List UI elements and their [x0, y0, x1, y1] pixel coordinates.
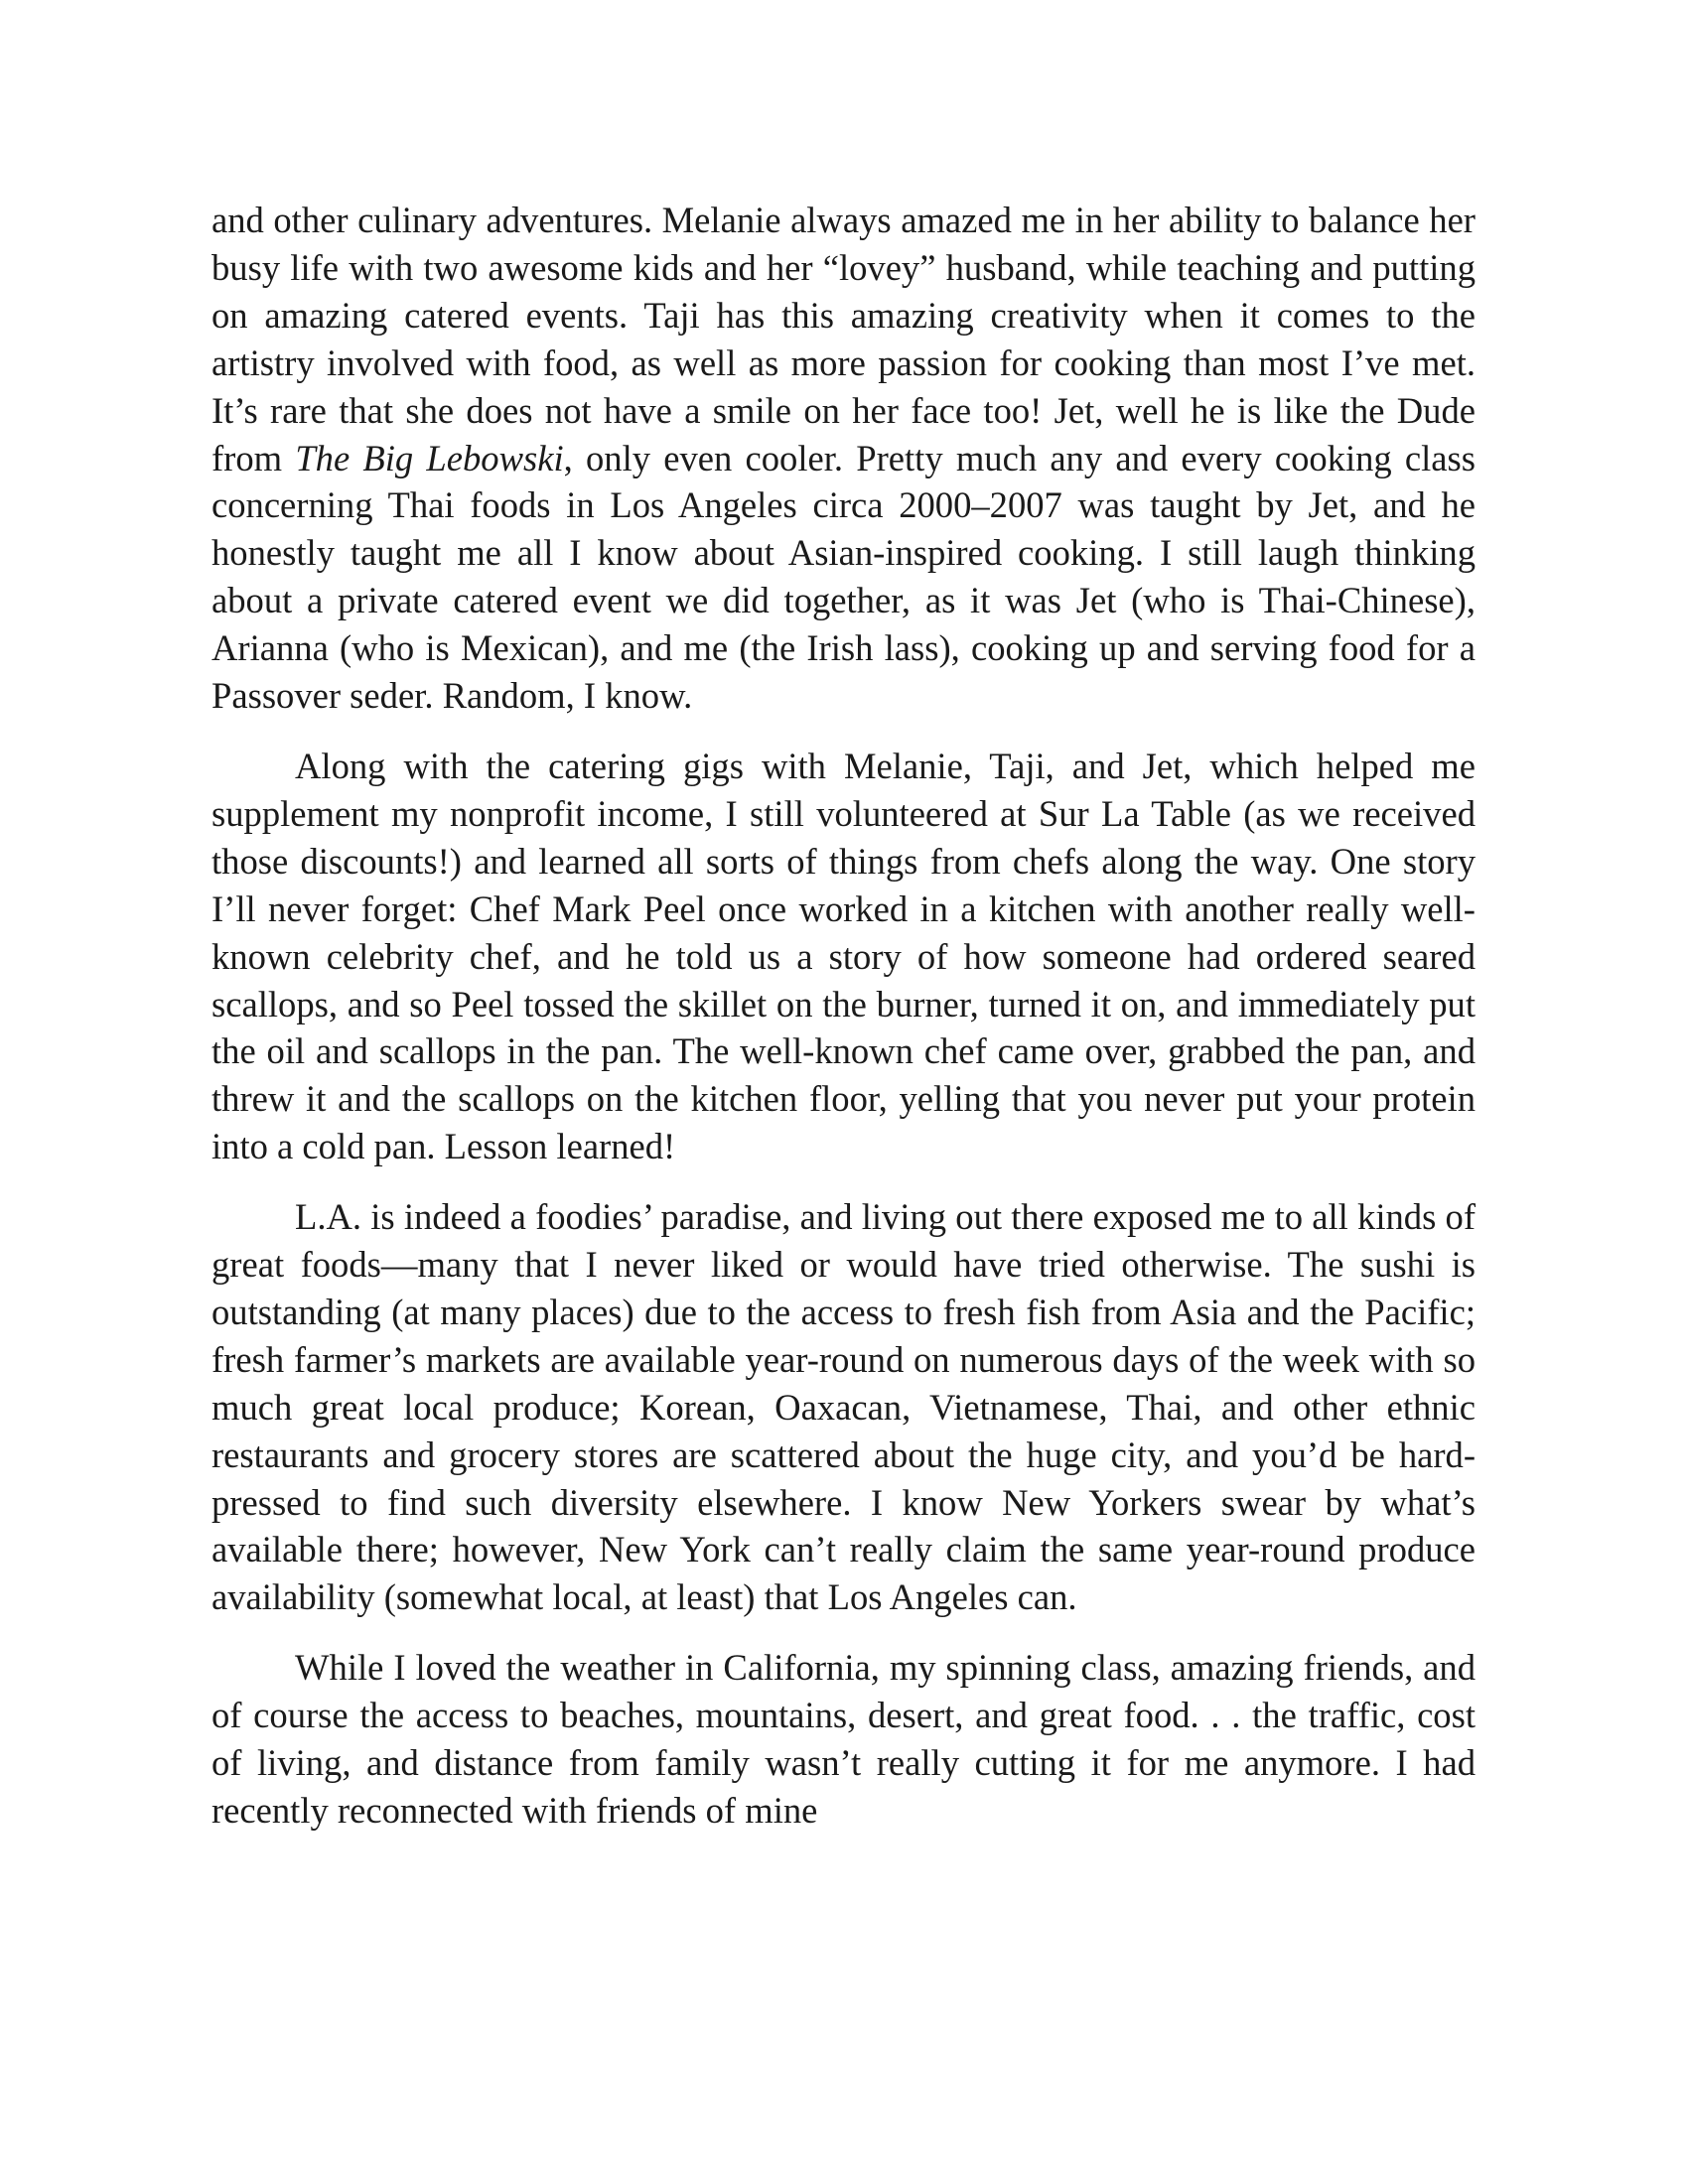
paragraph-text: L.A. is indeed a foodies’ paradise, and living out there exposed me to all kinds of great foods—many that I never liked or would have tried otherwise. The sushi is outstanding (at many places) due to the access to fresh fish from Asia and the Pacific; fresh farmer’s markets are available year-round on numerous days of the week with so much great local produce; Korean, Oaxacan, Vietnamese, Thai, and other ethnic restaurants and grocery stores are scattered about the huge city, and you’d be hard-pressed to find such diversity elsewhere. I know New Yorkers swear by what’s available there; however, New York can’t really claim the same year-round produce availability (somewhat local, at least) that Los Angeles can. [211, 1196, 1476, 1618]
book-title-italic: The Big Lebowski [295, 437, 564, 478]
paragraph-text: , only even cooler. Pretty much any and every cooking class concerning Thai foods in Los Angeles circa 2000–2007 was taught by Jet, and he honestly taught me all I know about Asian-inspired cooking. I still laugh thinking about a private catered event we did together, as it was Jet (who is Thai-Chinese), Arianna (who is Mexican), and me (the Irish lass), cooking up and serving food for a Passover seder. Random, I know. [211, 437, 1477, 717]
paragraph-text: and other culinary adventures. Melanie always amazed me in her ability to balance her busy life with two awesome kids and her “lovey” husband, while teaching and putting on amazing catered events. Taji has this amazing creativity when it comes to the artistry involved with food, as well as more passion for cooking than most I’ve met. It’s rare that she does not have a smile on her face too! Jet, well he is like the Dude from [211, 200, 1476, 478]
paragraph-4 [211, 1644, 1476, 1835]
paragraph-2 [211, 743, 1476, 1170]
paragraph-1 [211, 197, 1476, 720]
paragraph-3 [211, 1193, 1476, 1621]
paragraph-text: While I loved the weather in California, my spinning class, amazing friends, and of course the access to beaches, mountains, desert, and great food. . . the traffic, cost of living, and distance from family wasn’t really cutting it for me anymore. I had recently reconnected with friends of mine [211, 1647, 1476, 1831]
book-page-body [211, 197, 1476, 1835]
paragraph-text: Along with the catering gigs with Melanie, Taji, and Jet, which helped me supplement my nonprofit income, I still volunteered at Sur La Table (as we received those discounts!) and learned all sorts of things from chefs along the way. One story I’ll never forget: Chef Mark Peel once worked in a kitchen with another really well-known celebrity chef, and he told us a story of how someone had ordered seared scallops, and so Peel tossed the skillet on the burner, turned it on, and immediately put the oil and scallops in the pan. The well-known chef came over, grabbed the pan, and threw it and the scallops on the kitchen floor, yelling that you never put your protein into a cold pan. Lesson learned! [211, 745, 1476, 1167]
